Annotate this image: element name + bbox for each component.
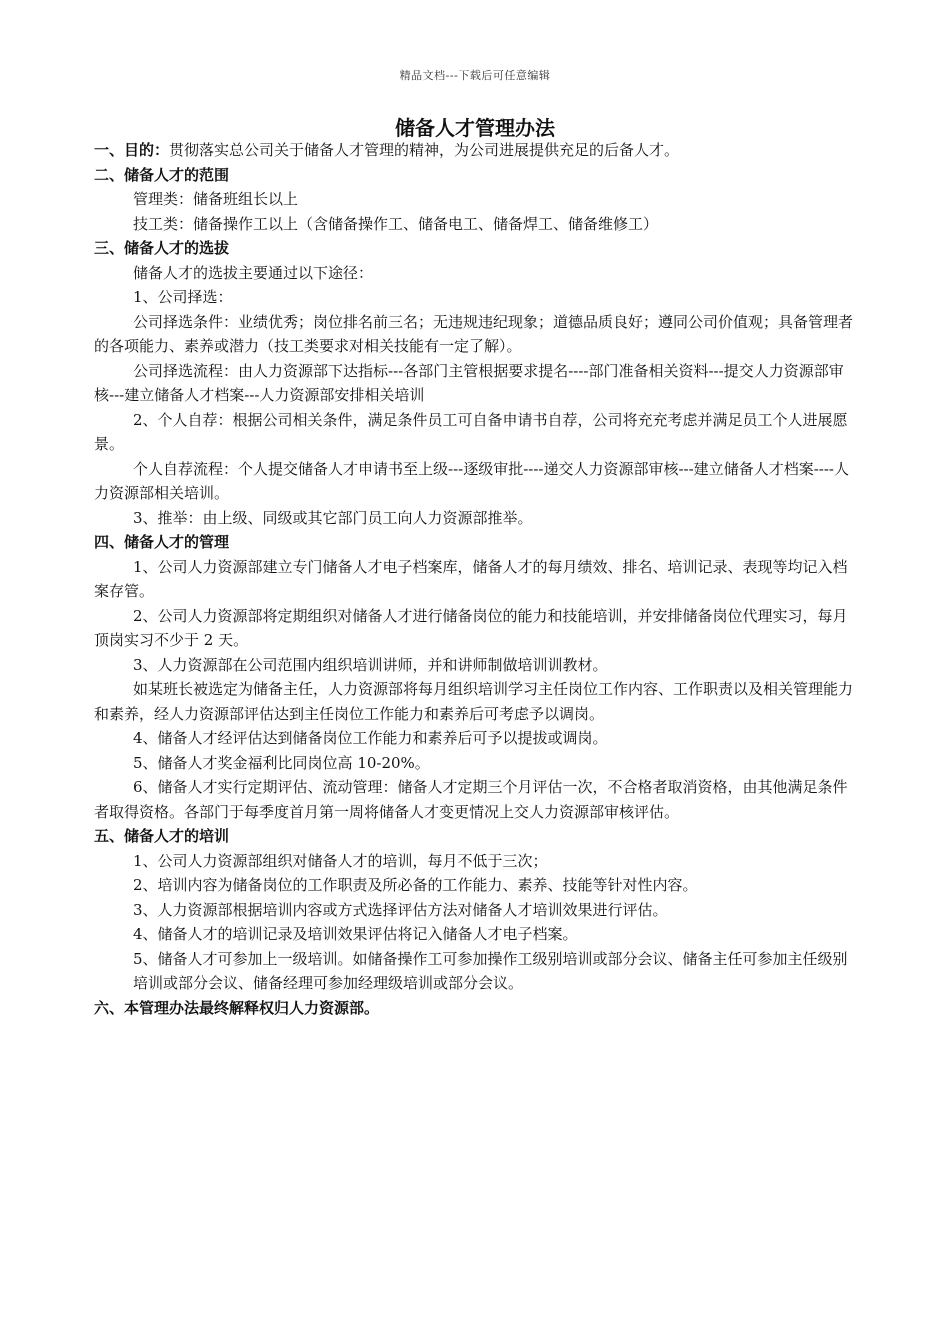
selection-company-process: 公司择选流程：由人力资源部下达指标---各部门主管根据要求提名----部门准备相关资料---提交人力资源部审核---建立储备人才档案---人力资源部安排相关培训 (94, 361, 844, 404)
selection-self-process: 个人自荐流程：个人提交储备人才申请书至上级---逐级审批----递交人力资源部审核---建立储备人才档案----人力资源部相关培训。 (94, 459, 849, 502)
training-item-3: 3、人力资源部根据培训内容或方式选择评估方法对储备人才培训效果进行评估。 (133, 900, 668, 919)
management-example: 如某班长被选定为储备主任，人力资源部将每月组织培训学习主任岗位工作内容、工作职责以及相关管理能力和素养，经人力资源部评估达到主任岗位工作能力和素养后可考虑予以调岗。 (94, 680, 854, 723)
management-item-2: 2、公司人力资源部将定期组织对储备人才进行储备岗位的能力和技能培训，并安排储备岗位代理实习，每月顶岗实习不少于 2 天。 (94, 606, 848, 649)
management-item-1: 1、公司人力资源部建立专门储备人才电子档案库，储备人才的每月绩效、排名、培训记录、表现等均记入档案存管。 (94, 557, 848, 600)
selection-intro: 储备人才的选拔主要通过以下途径： (133, 263, 374, 282)
section-3-heading: 三、储备人才的选拔 (94, 239, 230, 257)
section-1 (94, 138, 856, 163)
document-title: 储备人才管理办法 (395, 116, 555, 140)
management-item-5: 5、储备人才奖金福利比同岗位高 10-20%。 (133, 753, 430, 772)
section-6-heading: 六、本管理办法最终解释权归人力资源部。 (94, 998, 380, 1017)
scope-technical: 技工类：储备操作工以上（含储备操作工、储备电工、储备焊工、储备维修工） (133, 214, 659, 233)
scope-management: 管理类：储备班组长以上 (133, 190, 299, 208)
selection-self-recommend: 2、个人自荐：根据公司相关条件，满足条件员工可自备申请书自荐，公司将充充考虑并满足员工个人进展愿景。 (94, 410, 848, 453)
training-item-4: 4、储备人才的培训记录及培训效果评估将记入储备人才电子档案。 (133, 925, 578, 943)
training-item-1: 1、公司人力资源部组织对储备人才的培训，每月不低于三次； (133, 851, 548, 870)
training-item-5: 5、储备人才可参加上一级培训。如储备操作工可参加操作工级别培训或部分会议、储备主任可参加主任级别培训或部分会议、储备经理可参加经理级培训或部分会议。 (133, 949, 848, 992)
section-4-heading: 四、储备人才的管理 (94, 533, 230, 551)
section-2-heading: 二、储备人才的范围 (94, 165, 230, 184)
selection-nomination: 3、推举：由上级、同级或其它部门员工向人力资源部推举。 (133, 508, 533, 527)
selection-company: 1、公司择选： (133, 288, 233, 306)
section-1-text: 贯彻落实总公司关于储备人才管理的精神，为公司进展提供充足的后备人才。 (169, 141, 680, 159)
document-body (94, 138, 856, 1020)
management-item-4: 4、储备人才经评估达到储备岗位工作能力和素养后可予以提拔或调岗。 (133, 729, 608, 747)
training-item-2: 2、培训内容为储备岗位的工作职责及所必备的工作能力、素养、技能等针对性内容。 (133, 876, 698, 894)
section-5-heading: 五、储备人才的培训 (94, 827, 230, 845)
management-item-3: 3、人力资源部在公司范围内组织培训讲师，并和讲师制做培训训教材。 (133, 655, 608, 674)
selection-company-criteria: 公司择选条件：业绩优秀；岗位排名前三名；无违规违纪现象；道德品质良好；遵同公司价值观；具备管理者的各项能力、素养或潜力（技工类要求对相关技能有一定了解）。 (94, 312, 854, 355)
management-item-6: 6、储备人才实行定期评估、流动管理：储备人才定期三个月评估一次，不合格者取消资格，由其他满足条件者取得资格。各部门于每季度首月第一周将储备人才变更情况上交人力资源部审核评估。 (94, 778, 848, 821)
page-header: 精品文档---下载后可任意编辑 (399, 69, 551, 82)
section-1-heading: 一、目的： (94, 141, 170, 159)
